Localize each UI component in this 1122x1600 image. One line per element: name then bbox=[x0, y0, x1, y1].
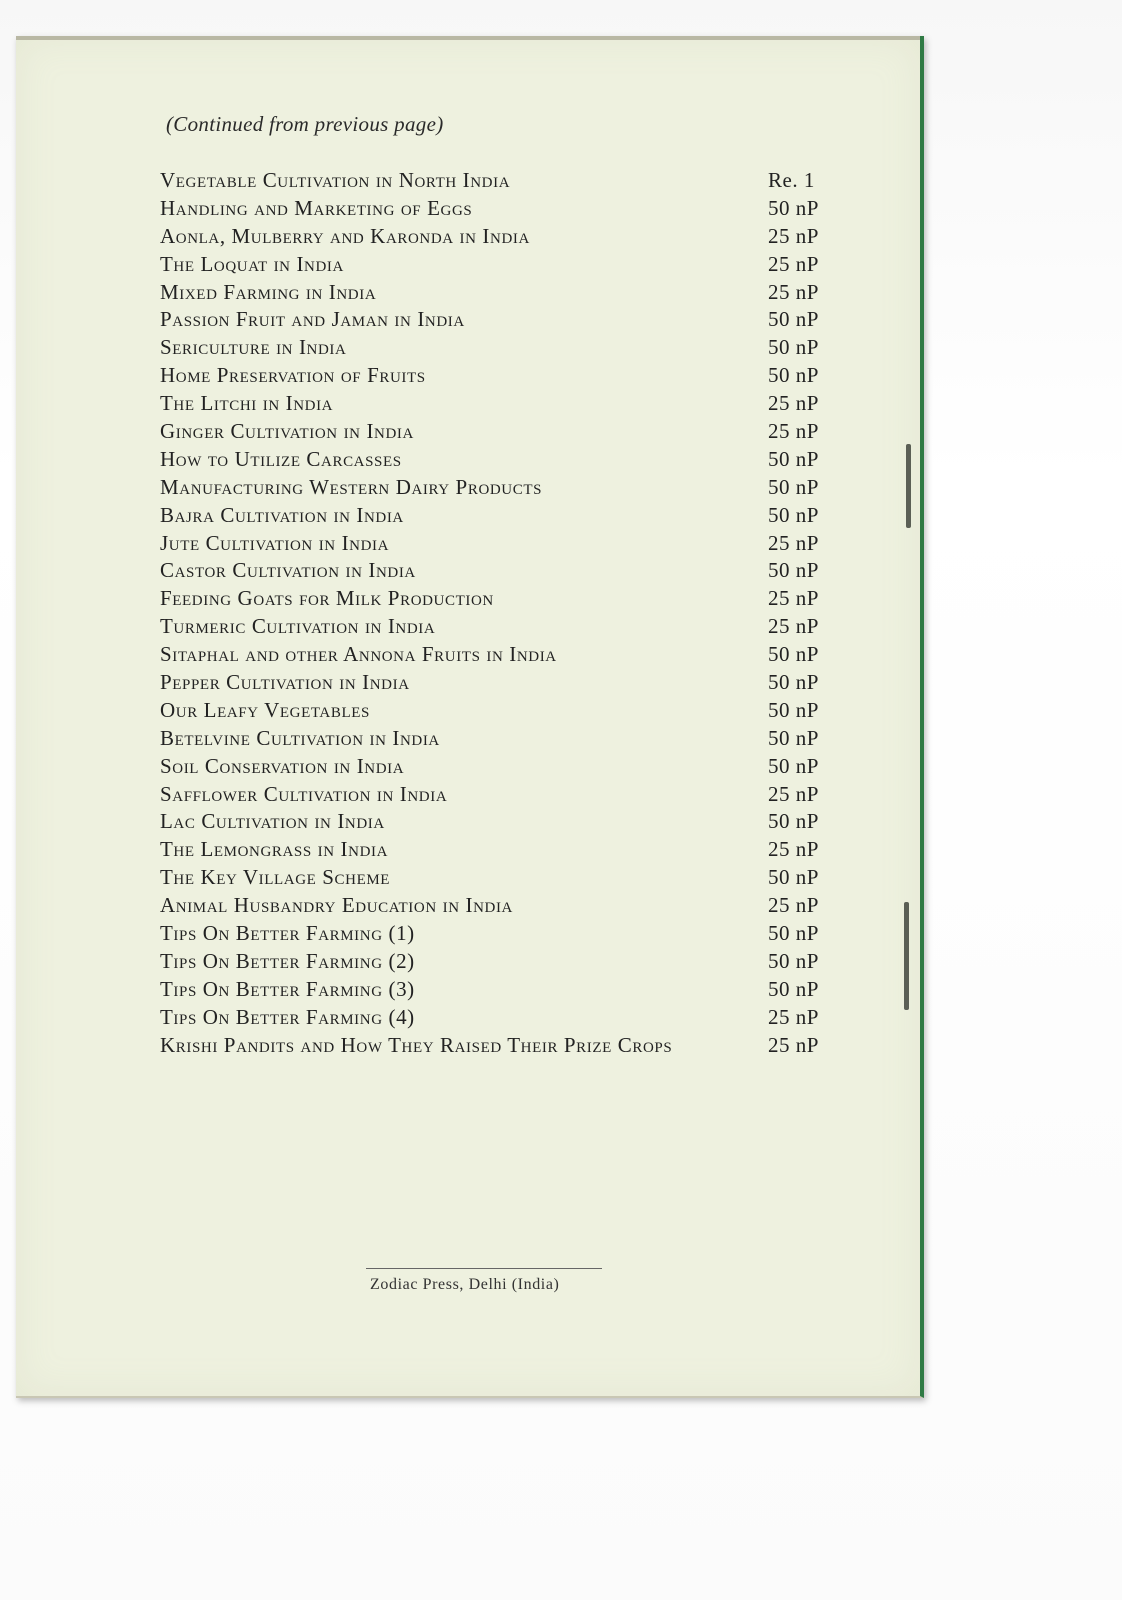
printer-imprint: Zodiac Press, Delhi (India) bbox=[370, 1276, 560, 1293]
publication-title: Animal Husbandry Education in India bbox=[160, 893, 513, 918]
publication-price: 50 nP bbox=[768, 474, 819, 499]
list-item bbox=[160, 280, 840, 308]
publication-price: 50 nP bbox=[768, 753, 819, 778]
publication-title: Bajra Cultivation in India bbox=[160, 502, 404, 527]
publication-price: 25 nP bbox=[768, 223, 819, 248]
list-item bbox=[160, 921, 840, 949]
list-item bbox=[160, 1033, 840, 1061]
continued-note: (Continued from previous page) bbox=[166, 112, 444, 136]
publication-title: Tips On Better Farming (3) bbox=[160, 976, 415, 1001]
publication-price: 25 nP bbox=[768, 781, 819, 806]
list-item bbox=[160, 893, 840, 921]
list-item bbox=[160, 307, 840, 335]
list-item bbox=[160, 614, 840, 642]
staple-bottom bbox=[904, 902, 909, 1010]
publication-price: 50 nP bbox=[768, 865, 819, 890]
list-item bbox=[160, 558, 840, 586]
publication-price: 50 nP bbox=[768, 335, 819, 360]
list-item bbox=[160, 447, 840, 475]
list-item bbox=[160, 670, 840, 698]
publication-price: 50 nP bbox=[768, 697, 819, 722]
publication-title: Aonla, Mulberry and Karonda in India bbox=[160, 223, 530, 248]
publication-price: 25 nP bbox=[768, 391, 819, 416]
publication-price: 25 nP bbox=[768, 837, 819, 862]
list-item bbox=[160, 782, 840, 810]
publication-price: 50 nP bbox=[768, 809, 819, 834]
publication-title: Tips On Better Farming (2) bbox=[160, 948, 415, 973]
publication-title: Sericulture in India bbox=[160, 335, 347, 360]
list-item bbox=[160, 196, 840, 224]
publication-title: Safflower Cultivation in India bbox=[160, 781, 448, 806]
publication-price: 50 nP bbox=[768, 670, 819, 695]
footer-rule bbox=[366, 1268, 602, 1269]
publication-price: 50 nP bbox=[768, 446, 819, 471]
publication-price: 50 nP bbox=[768, 307, 819, 332]
publication-price: Re. 1 bbox=[768, 168, 815, 192]
publication-price: 25 nP bbox=[768, 893, 819, 918]
list-item bbox=[160, 391, 840, 419]
publication-title: Lac Cultivation in India bbox=[160, 809, 385, 834]
publication-title: Ginger Cultivation in India bbox=[160, 419, 414, 444]
publication-title: Tips On Better Farming (1) bbox=[160, 921, 415, 946]
publication-title: Soil Conservation in India bbox=[160, 753, 405, 778]
list-item bbox=[160, 754, 840, 782]
publication-price: 25 nP bbox=[768, 279, 819, 304]
list-item bbox=[160, 837, 840, 865]
list-item bbox=[160, 531, 840, 559]
list-item bbox=[160, 698, 840, 726]
publication-list bbox=[160, 168, 840, 1061]
publication-title: Betelvine Cultivation in India bbox=[160, 725, 440, 750]
list-item bbox=[160, 809, 840, 837]
list-item bbox=[160, 949, 840, 977]
publication-title: Home Preservation of Fruits bbox=[160, 363, 426, 388]
publication-price: 25 nP bbox=[768, 251, 819, 276]
publication-price: 50 nP bbox=[768, 642, 819, 667]
publication-title: Castor Cultivation in India bbox=[160, 558, 416, 583]
publication-price: 25 nP bbox=[768, 1004, 819, 1029]
publication-title: The Loquat in India bbox=[160, 251, 344, 276]
publication-title: The Lemongrass in India bbox=[160, 837, 389, 862]
list-item bbox=[160, 475, 840, 503]
publication-price: 25 nP bbox=[768, 586, 819, 611]
publication-title: Pepper Cultivation in India bbox=[160, 670, 410, 695]
publication-price: 50 nP bbox=[768, 725, 819, 750]
publication-price: 50 nP bbox=[768, 976, 819, 1001]
staple-top bbox=[906, 444, 911, 528]
list-item bbox=[160, 586, 840, 614]
list-item bbox=[160, 168, 840, 196]
list-item bbox=[160, 419, 840, 447]
publication-title: Turmeric Cultivation in India bbox=[160, 614, 436, 639]
publication-price: 25 nP bbox=[768, 1032, 819, 1057]
publication-title: Passion Fruit and Jaman in India bbox=[160, 307, 465, 332]
publication-title: The Key Village Scheme bbox=[160, 865, 391, 890]
publication-title: Sitaphal and other Annona Fruits in India bbox=[160, 642, 557, 667]
list-item bbox=[160, 224, 840, 252]
publication-title: How to Utilize Carcasses bbox=[160, 446, 402, 471]
publication-title: The Litchi in India bbox=[160, 391, 334, 416]
publication-title: Tips On Better Farming (4) bbox=[160, 1004, 415, 1029]
list-item bbox=[160, 1005, 840, 1033]
publication-price: 25 nP bbox=[768, 614, 819, 639]
publication-price: 50 nP bbox=[768, 921, 819, 946]
publication-title: Manufacturing Western Dairy Products bbox=[160, 474, 543, 499]
list-item bbox=[160, 363, 840, 391]
list-item bbox=[160, 252, 840, 280]
publication-price: 50 nP bbox=[768, 363, 819, 388]
list-item bbox=[160, 335, 840, 363]
publication-title: Jute Cultivation in India bbox=[160, 530, 390, 555]
publication-title: Mixed Farming in India bbox=[160, 279, 377, 304]
publication-price: 50 nP bbox=[768, 948, 819, 973]
publication-title: Our Leafy Vegetables bbox=[160, 697, 370, 722]
publication-title: Vegetable Cultivation in North India bbox=[160, 168, 511, 192]
list-item bbox=[160, 865, 840, 893]
publication-price: 50 nP bbox=[768, 502, 819, 527]
list-item bbox=[160, 503, 840, 531]
publication-title: Handling and Marketing of Eggs bbox=[160, 195, 473, 220]
publication-price: 50 nP bbox=[768, 195, 819, 220]
list-item bbox=[160, 642, 840, 670]
publication-title: Feeding Goats for Milk Production bbox=[160, 586, 494, 611]
list-item bbox=[160, 977, 840, 1005]
publication-title: Krishi Pandits and How They Raised Their Prize Crops bbox=[160, 1032, 673, 1057]
publication-price: 25 nP bbox=[768, 419, 819, 444]
list-item bbox=[160, 726, 840, 754]
publication-price: 50 nP bbox=[768, 558, 819, 583]
publication-price: 25 nP bbox=[768, 530, 819, 555]
